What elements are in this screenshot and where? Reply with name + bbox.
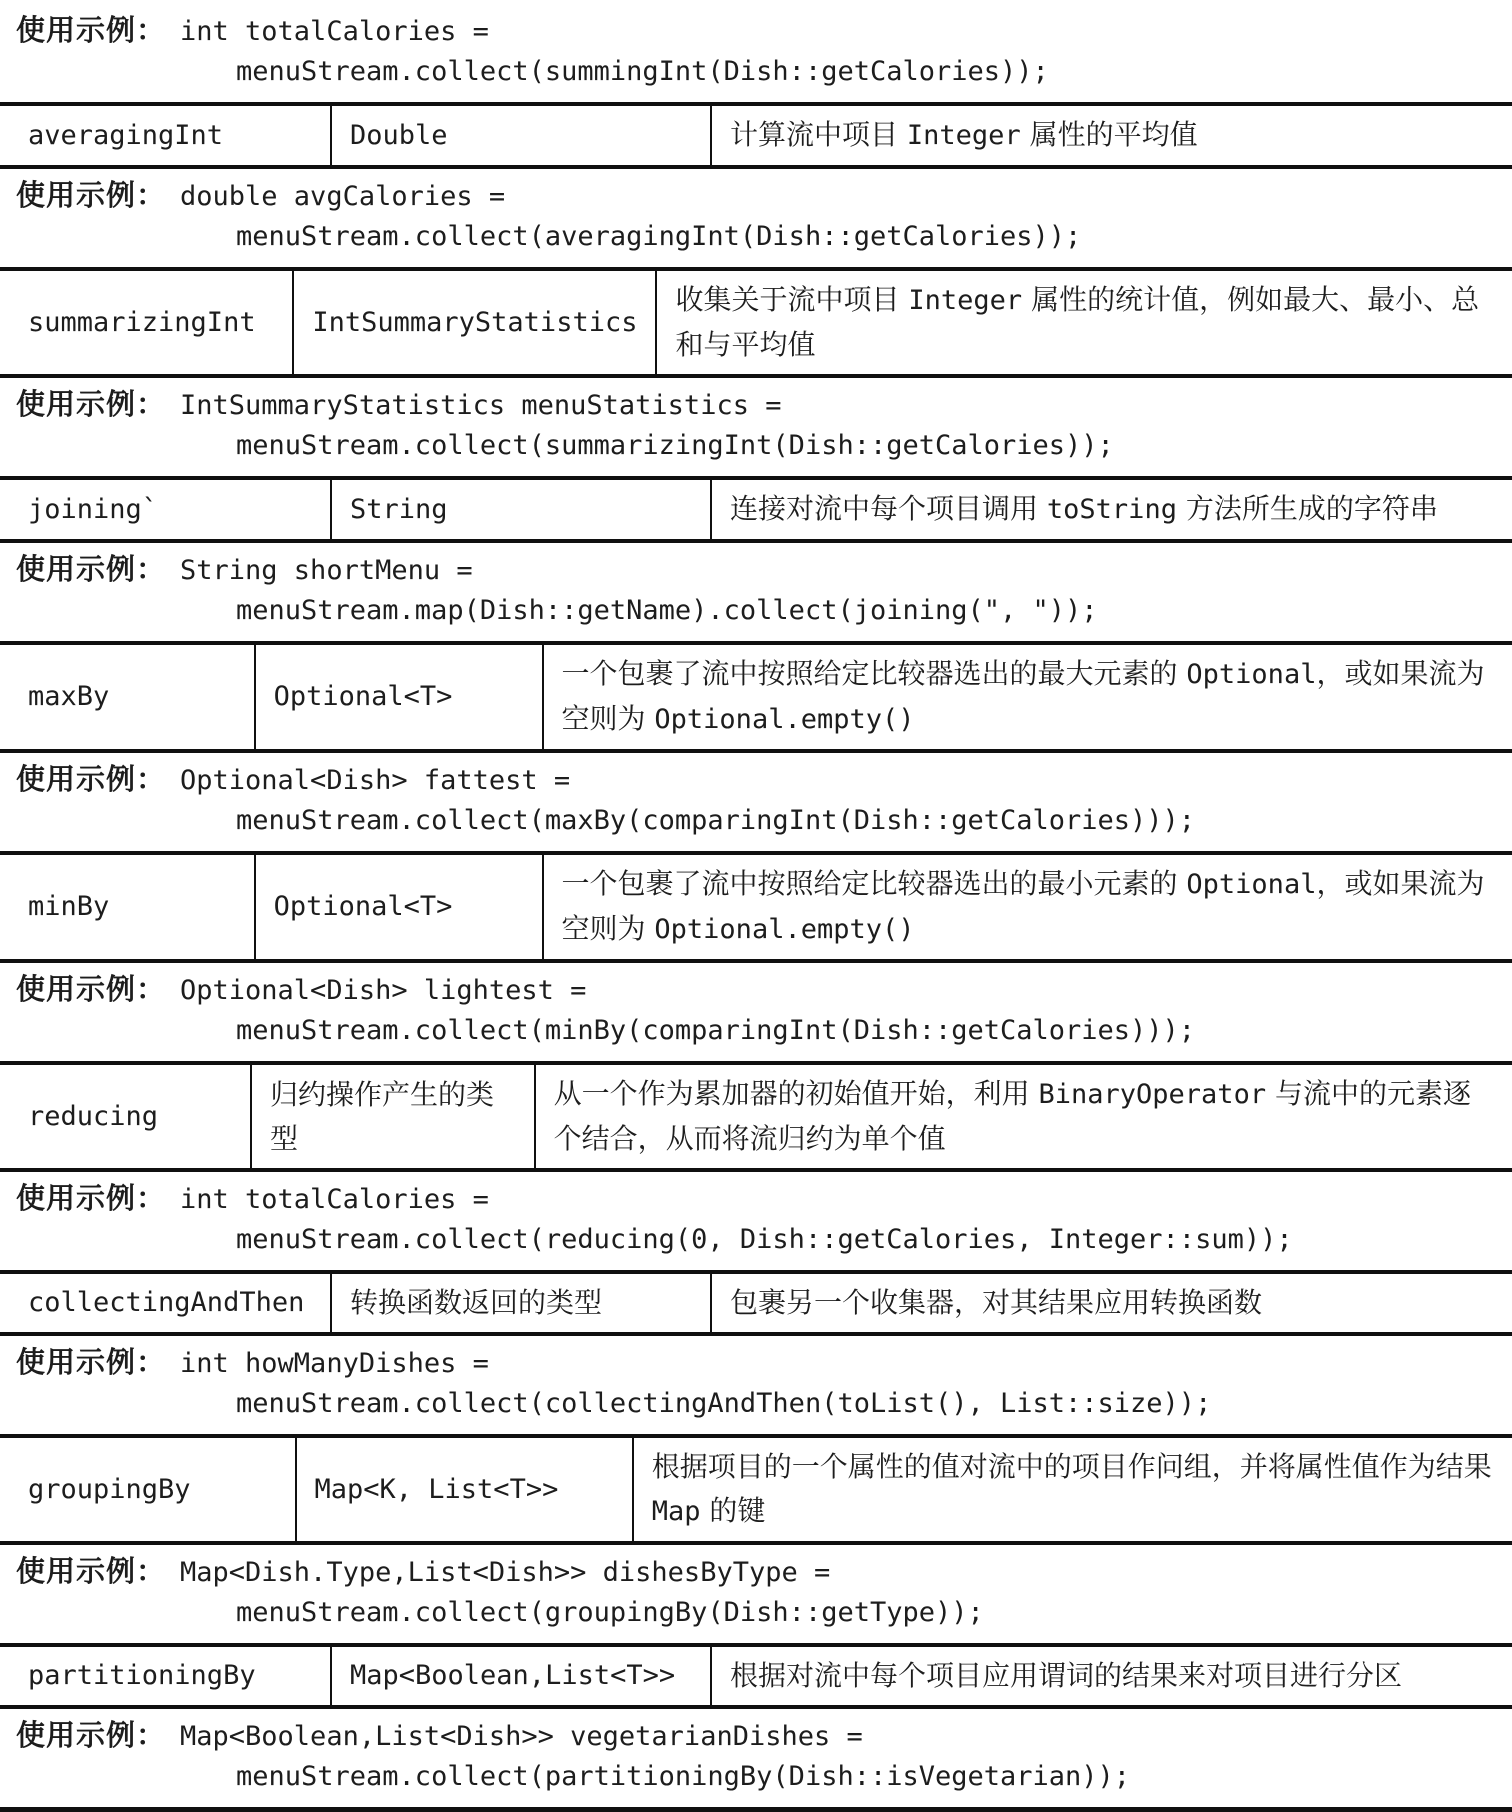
- usage-example-line1: [16, 1180, 1512, 1221]
- usage-example-label: 使用示例：: [16, 762, 166, 796]
- description-cell-text: 收集关于流中项目 Integer 属性的统计值，例如最大、最小、总和与平均值: [675, 278, 1494, 367]
- description-cell-text: 一个包裹了流中按照给定比较器选出的最大元素的 Optional，或如果流为空则为 Optional.empty(): [562, 652, 1495, 742]
- return-type-cell: [254, 855, 542, 959]
- collector-name-cell-text: averagingInt: [28, 114, 312, 158]
- return-type-cell: [330, 1647, 710, 1705]
- usage-example-label: 使用示例：: [16, 1718, 166, 1752]
- usage-code-line1: Optional<Dish> fattest =: [180, 765, 570, 796]
- usage-code-line2: menuStream.collect(averagingInt(Dish::getCalories));: [236, 218, 1512, 255]
- description-cell-text: 包裹另一个收集器，对其结果应用转换函数: [730, 1281, 1494, 1325]
- usage-example-row: [0, 378, 1512, 476]
- usage-example-row: [0, 169, 1512, 267]
- collector-row: [0, 1270, 1512, 1336]
- usage-code-line1: double avgCalories =: [180, 181, 505, 212]
- collector-name-cell: [0, 271, 292, 374]
- usage-example-row: [0, 4, 1512, 102]
- usage-example-row: [0, 753, 1512, 851]
- collector-name-cell: [0, 1274, 330, 1332]
- usage-example-label: 使用示例：: [16, 972, 166, 1006]
- description-cell: [710, 1274, 1512, 1332]
- usage-example-line1: [16, 1344, 1512, 1385]
- usage-example-line1: [16, 177, 1512, 218]
- usage-example-label: 使用示例：: [16, 1181, 166, 1215]
- return-type-cell: [330, 106, 710, 165]
- collector-name-cell: [0, 1065, 250, 1168]
- usage-example-row: [0, 543, 1512, 641]
- usage-example-line1: [16, 551, 1512, 592]
- usage-code-line1: IntSummaryStatistics menuStatistics =: [180, 390, 781, 421]
- return-type-cell-text: 转换函数返回的类型: [350, 1281, 692, 1325]
- usage-example-line1: [16, 1553, 1512, 1594]
- return-type-cell-text: Optional<T>: [274, 675, 524, 719]
- return-type-cell-text: IntSummaryStatistics: [312, 301, 637, 345]
- usage-code-line1: int howManyDishes =: [180, 1348, 489, 1379]
- usage-code-line2: menuStream.collect(groupingBy(Dish::getType));: [236, 1594, 1512, 1631]
- collector-row: [0, 851, 1512, 963]
- description-cell: [542, 645, 1512, 749]
- collector-name-cell: [0, 480, 330, 539]
- description-cell-text: 根据项目的一个属性的值对流中的项目作问组，并将属性值作为结果 Map 的键: [652, 1445, 1494, 1534]
- collector-name-cell-text: groupingBy: [28, 1468, 277, 1512]
- collector-name-cell-text: reducing: [28, 1095, 232, 1139]
- return-type-cell: [250, 1065, 534, 1168]
- return-type-cell: [295, 1438, 632, 1541]
- usage-code-line2: menuStream.map(Dish::getName).collect(joining(", "));: [236, 592, 1512, 629]
- return-type-cell: [292, 271, 655, 374]
- description-cell: [542, 855, 1512, 959]
- usage-example-row: [0, 963, 1512, 1061]
- usage-code-line1: int totalCalories =: [180, 1184, 489, 1215]
- usage-example-label: 使用示例：: [16, 552, 166, 586]
- usage-code-line2: menuStream.collect(partitioningBy(Dish::isVegetarian));: [236, 1758, 1512, 1795]
- usage-code-line1: String shortMenu =: [180, 555, 473, 586]
- usage-code-line2: menuStream.collect(maxBy(comparingInt(Dish::getCalories)));: [236, 802, 1512, 839]
- return-type-cell-text: Map<K, List<T>>: [315, 1468, 614, 1512]
- return-type-cell: [254, 645, 542, 749]
- usage-code-line1: Map<Dish.Type,List<Dish>> dishesByType =: [180, 1557, 830, 1588]
- collector-row: [0, 1434, 1512, 1545]
- collector-name-cell-text: maxBy: [28, 675, 236, 719]
- collector-row: [0, 1061, 1512, 1172]
- collector-row: [0, 1643, 1512, 1709]
- description-cell: [710, 1647, 1512, 1705]
- usage-code-line2: menuStream.collect(minBy(comparingInt(Dish::getCalories)));: [236, 1012, 1512, 1049]
- description-cell: [534, 1065, 1512, 1168]
- usage-example-label: 使用示例：: [16, 387, 166, 421]
- usage-example-line1: [16, 761, 1512, 802]
- usage-code-line2: menuStream.collect(collectingAndThen(toList(), List::size));: [236, 1385, 1512, 1422]
- collector-name-cell-text: minBy: [28, 885, 236, 929]
- description-cell: [655, 271, 1512, 374]
- collector-name-cell-text: joining`: [28, 488, 312, 532]
- usage-example-row: [0, 1336, 1512, 1434]
- collector-name-cell: [0, 1438, 295, 1541]
- usage-code-line1: int totalCalories =: [180, 16, 489, 47]
- collector-name-cell: [0, 855, 254, 959]
- collector-name-cell: [0, 1647, 330, 1705]
- usage-example-line1: [16, 386, 1512, 427]
- usage-example-row: [0, 1709, 1512, 1812]
- collector-row: [0, 641, 1512, 753]
- usage-code-line1: Map<Boolean,List<Dish>> vegetarianDishes =: [180, 1721, 863, 1752]
- return-type-cell: [330, 480, 710, 539]
- description-cell-text: 从一个作为累加器的初始值开始，利用 BinaryOperator 与流中的元素逐个结合，从而将流归约为单个值: [554, 1072, 1494, 1161]
- usage-code-line2: menuStream.collect(summarizingInt(Dish::getCalories));: [236, 427, 1512, 464]
- description-cell-text: 连接对流中每个项目调用 toString 方法所生成的字符串: [730, 487, 1494, 532]
- usage-example-line1: [16, 1717, 1512, 1758]
- description-cell-text: 计算流中项目 Integer 属性的平均值: [730, 113, 1494, 158]
- return-type-cell: [330, 1274, 710, 1332]
- return-type-cell-text: Double: [350, 114, 692, 158]
- return-type-cell-text: Optional<T>: [274, 885, 524, 929]
- collector-name-cell-text: partitioningBy: [28, 1654, 312, 1698]
- description-cell-text: 一个包裹了流中按照给定比较器选出的最小元素的 Optional，或如果流为空则为 Optional.empty(): [562, 862, 1495, 952]
- usage-example-line1: [16, 12, 1512, 53]
- collector-row: [0, 476, 1512, 543]
- collector-row: [0, 267, 1512, 378]
- usage-code-line2: menuStream.collect(reducing(0, Dish::getCalories, Integer::sum));: [236, 1221, 1512, 1258]
- return-type-cell-text: Map<Boolean,List<T>>: [350, 1654, 692, 1698]
- usage-example-row: [0, 1545, 1512, 1643]
- collector-name-cell-text: summarizingInt: [28, 301, 274, 345]
- usage-code-line2: menuStream.collect(summingInt(Dish::getCalories));: [236, 53, 1512, 90]
- description-cell: [632, 1438, 1512, 1541]
- return-type-cell-text: String: [350, 488, 692, 532]
- collector-name-cell: [0, 106, 330, 165]
- usage-example-label: 使用示例：: [16, 1554, 166, 1588]
- collector-name-cell: [0, 645, 254, 749]
- collector-row: [0, 102, 1512, 169]
- return-type-cell-text: 归约操作产生的类型: [270, 1073, 516, 1161]
- usage-code-line1: Optional<Dish> lightest =: [180, 975, 586, 1006]
- description-cell-text: 根据对流中每个项目应用谓词的结果来对项目进行分区: [730, 1654, 1494, 1698]
- collector-name-cell-text: collectingAndThen: [28, 1281, 312, 1325]
- usage-example-label: 使用示例：: [16, 178, 166, 212]
- description-cell: [710, 480, 1512, 539]
- usage-example-label: 使用示例：: [16, 13, 166, 47]
- usage-example-row: [0, 1172, 1512, 1270]
- description-cell: [710, 106, 1512, 165]
- usage-example-line1: [16, 971, 1512, 1012]
- usage-example-label: 使用示例：: [16, 1345, 166, 1379]
